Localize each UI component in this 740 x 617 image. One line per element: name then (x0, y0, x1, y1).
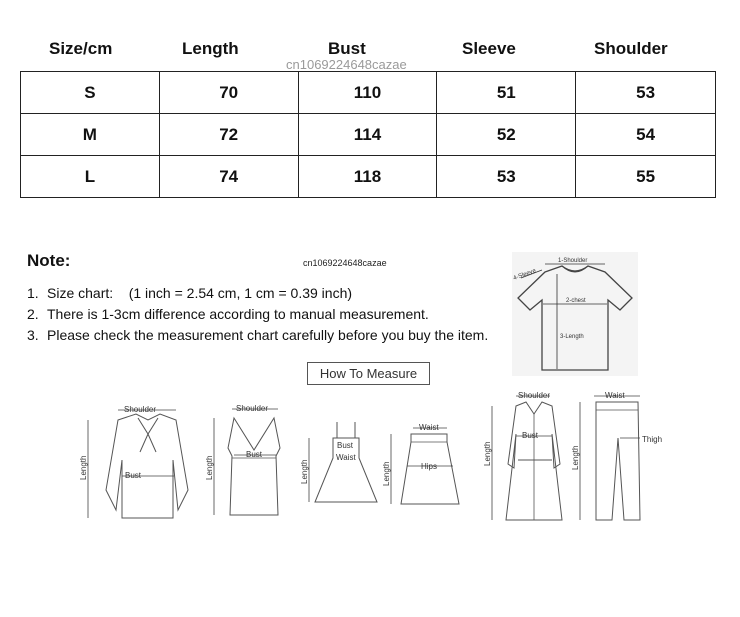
watermark-note: cn1069224648cazae (303, 258, 387, 268)
dress-figure (300, 418, 383, 522)
skirt-waist-label: Waist (419, 423, 439, 432)
size-table (20, 71, 716, 198)
tank-outline-icon (228, 418, 280, 515)
blouse-bow-icon (138, 418, 158, 452)
table-row (21, 72, 716, 114)
table-cell: L (21, 156, 160, 198)
pants-waist-label: Waist (605, 391, 625, 400)
table-cell: 70 (159, 72, 298, 114)
how-to-measure-label: How To Measure (307, 362, 430, 385)
tank-bust-label: Bust (246, 450, 263, 459)
coat-length-label: Length (483, 441, 492, 466)
pants-length-label: Length (571, 445, 580, 470)
tank-shoulder-label: Shoulder (236, 404, 269, 413)
note-number: 2. (27, 306, 39, 322)
note-list (27, 283, 488, 346)
note-item (27, 283, 488, 304)
dress-waist-label: Waist (336, 453, 356, 462)
header-sleeve: Sleeve (462, 39, 516, 58)
note-item (27, 325, 488, 346)
dress-length-label: Length (300, 459, 309, 484)
skirt-figure (382, 420, 465, 516)
pants-figure (572, 388, 668, 524)
blouse-bust-label: Bust (125, 471, 142, 480)
note-number: 1. (27, 285, 39, 301)
tshirt-chest-label: 2-chest (566, 298, 586, 304)
tshirt-shoulder-label: 1-Shoulder (558, 258, 588, 264)
table-cell: 114 (298, 114, 437, 156)
pants-thigh-label: Thigh (642, 435, 663, 444)
dress-strap-icon (337, 422, 355, 438)
skirt-hips-label: Hips (421, 462, 438, 471)
table-cell: 55 (576, 156, 716, 198)
coat-bust-label: Bust (522, 431, 539, 440)
note-text: There is 1-3cm difference according to manual measurement. (47, 306, 429, 322)
note-text: Please check the measurement chart carefully before you buy the item. (47, 327, 489, 343)
blouse-figure (78, 400, 194, 522)
blouse-shoulder-label: Shoulder (124, 405, 157, 414)
note-title: Note: (27, 251, 71, 270)
table-cell: 54 (576, 114, 716, 156)
table-cell: 52 (437, 114, 576, 156)
pants-outline-icon (596, 402, 640, 520)
coat-figure (482, 388, 568, 524)
note-text: Size chart: (1 inch = 2.54 cm, 1 cm = 0.39 inch) (47, 285, 353, 301)
tshirt-sleeve-label: 4-Sleeve (512, 268, 537, 282)
dress-bust-label: Bust (337, 441, 354, 450)
blouse-outline-icon (106, 414, 188, 518)
blouse-length-label: Length (79, 455, 88, 480)
coat-shoulder-label: Shoulder (518, 391, 551, 400)
note-item (27, 304, 488, 325)
table-cell: M (21, 114, 160, 156)
header-bust: Bust (328, 39, 366, 58)
tank-length-label: Length (205, 455, 214, 480)
table-cell: 110 (298, 72, 437, 114)
watermark-top: cn1069224648cazae (286, 57, 407, 72)
header-size: Size/cm (49, 39, 113, 58)
table-cell: S (21, 72, 160, 114)
skirt-length-label: Length (382, 461, 391, 486)
note-number: 3. (27, 327, 39, 343)
table-cell: 53 (437, 156, 576, 198)
header-shoulder: Shoulder (594, 39, 668, 58)
table-row (21, 156, 716, 198)
table-row (21, 114, 716, 156)
table-cell: 118 (298, 156, 437, 198)
table-cell: 72 (159, 114, 298, 156)
header-length: Length (182, 39, 239, 58)
table-cell: 51 (437, 72, 576, 114)
table-cell: 53 (576, 72, 716, 114)
tank-figure (206, 400, 286, 522)
tshirt-length-label: 3-Length (560, 334, 584, 340)
tshirt-diagram (512, 252, 638, 376)
table-cell: 74 (159, 156, 298, 198)
